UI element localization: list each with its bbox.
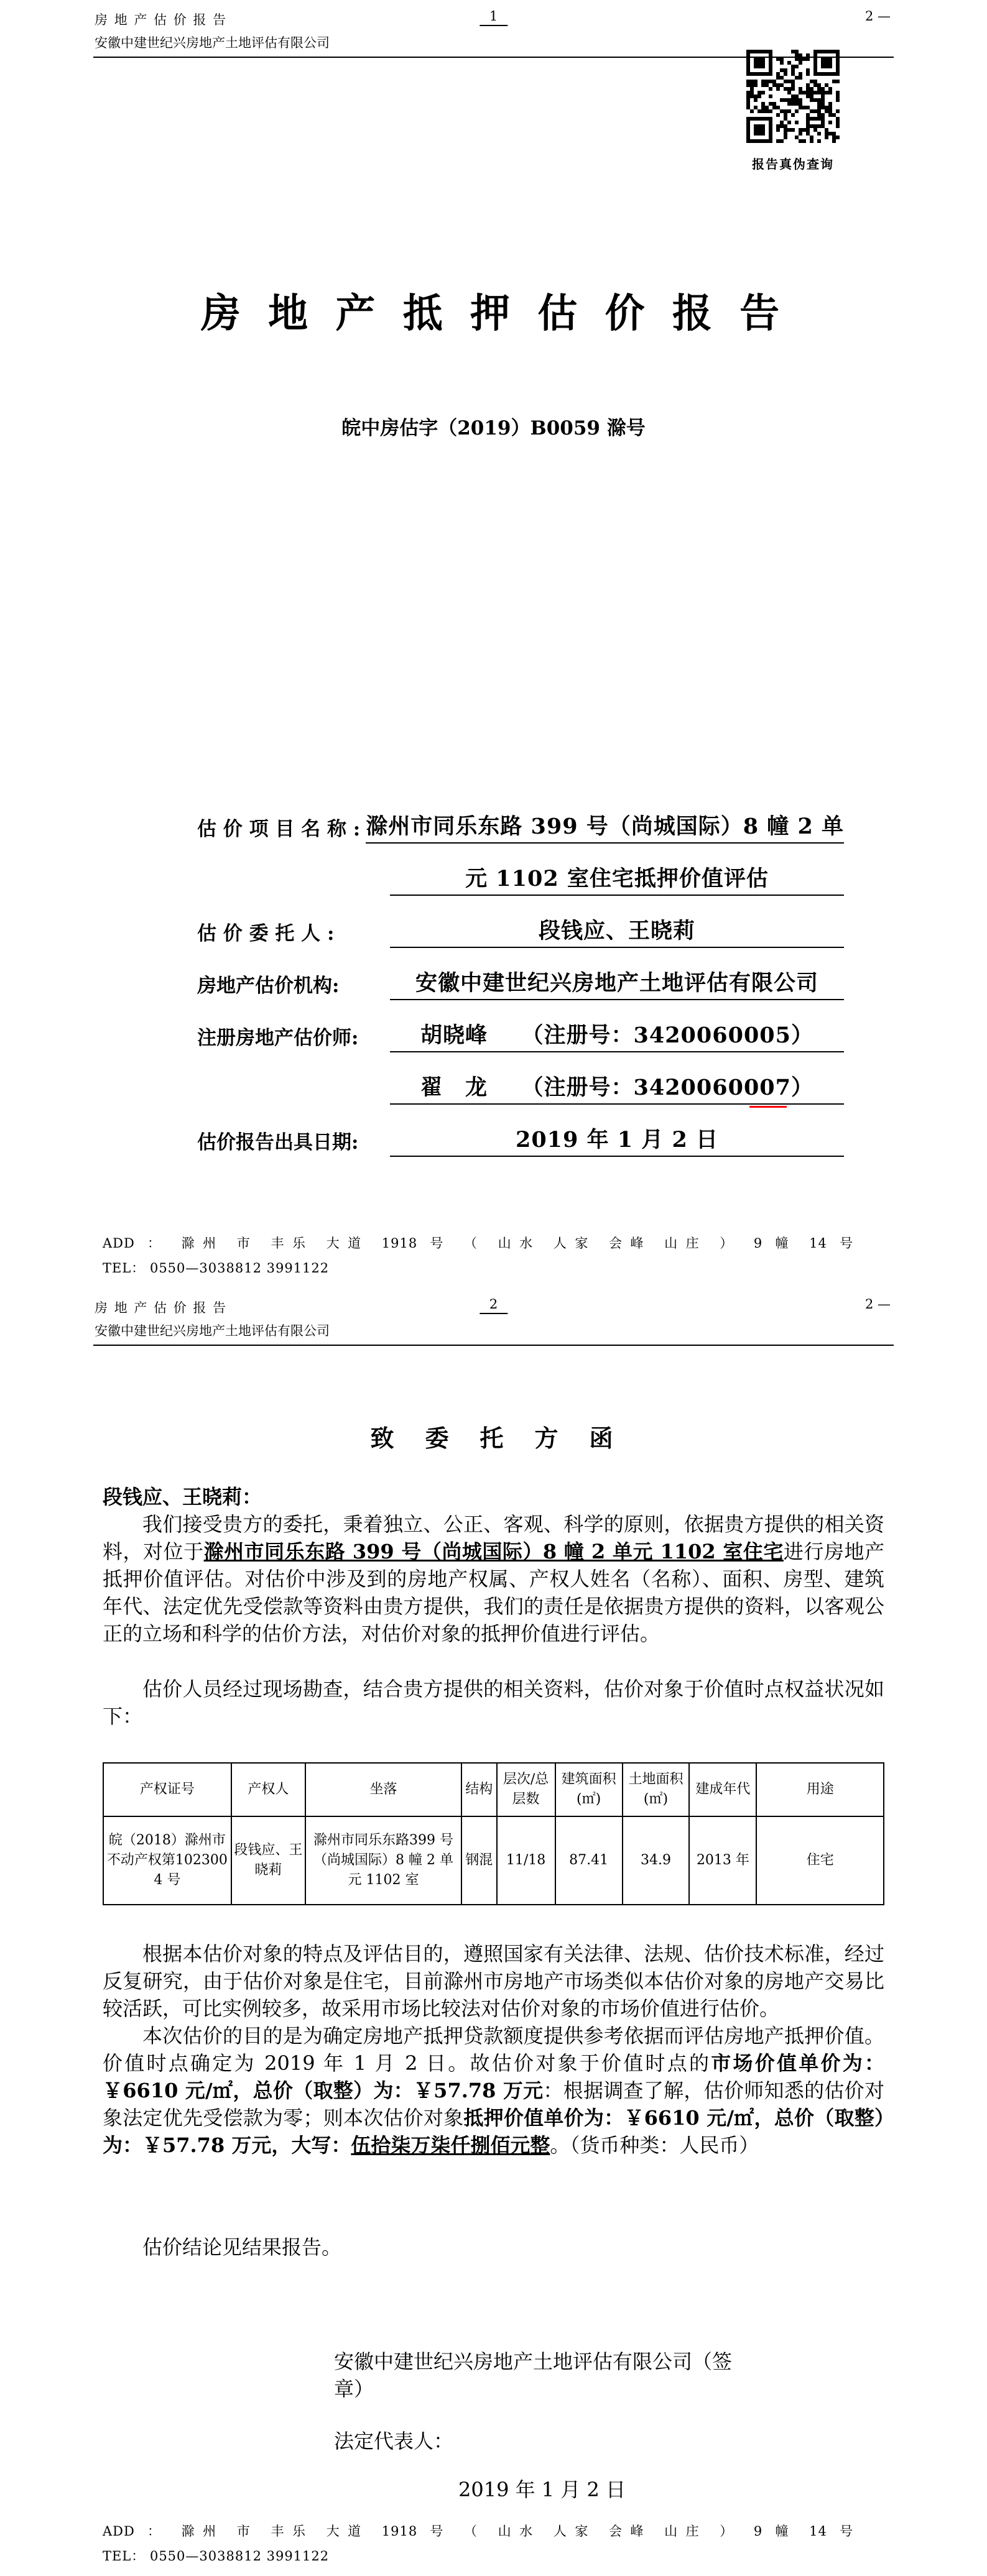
field-label: 注册房地产估价师: [197,1027,359,1049]
paragraph-commission [103,1511,884,1647]
field-client [197,896,844,948]
mortgage-value-emphasis: 抵押价值单价为：￥6610 元/㎡，总价（取整）为：￥57.78 万元，大写： [103,2106,884,2157]
field-appraiser-1 [197,1000,844,1052]
qr-caption: 报告真伪查询 [752,157,834,172]
cover-form [197,791,844,1157]
paragraph-valuation-result [103,2022,884,2159]
footer-telephone: TEL： 0550—3038812 3991122 [103,2549,330,2564]
field-issue-date [197,1105,844,1157]
signature-date: 2019 年 1 月 2 日 [458,2478,626,2501]
field-value: 2019 年 1 月 2 日 [390,1123,844,1157]
report-reference-number: 皖中房估字（2019）B0059 滁号 [341,417,646,439]
market-value-emphasis: 市场价值单价为：￥6610 元/㎡，总价（取整）为：￥57.78 万元 [103,2051,884,2102]
col-land-area: 土地面积(㎡) [623,1763,690,1816]
page2-running-footer [103,2521,853,2565]
letter-body [103,1483,884,2503]
cell-build-year: 2013 年 [689,1816,756,1905]
cell-owner: 段钱应、王晓莉 [231,1816,305,1905]
page2-running-header [0,1288,987,1340]
field-appraiser-2 [197,1052,844,1105]
col-building-area: 建筑面积(㎡) [555,1763,623,1816]
field-value: 段钱应、王晓莉 [390,914,844,948]
signature-legal-representative: 法定代表人： [334,2429,454,2453]
col-floor: 层次/总层数 [497,1763,555,1816]
qr-block [746,50,840,172]
cell-location: 滁州市同乐东路399 号（尚城国际）8 幢 2 单元 1102 室 [305,1816,461,1905]
col-certificate-no: 产权证号 [103,1763,231,1816]
text-run: 进行房地产抵押价值评估。对估价中涉及到的房地产权属、产权人姓名（名称）、面积、房型、建筑年代、法定优先受偿款等资料由贵方提供，我们的责任是依据贵方提供的资料，以客观公正的立场和科学的估价方法，对估价对象的抵押价值进行评估。 [103,1540,884,1645]
paragraph-method: 根据本估价对象的特点及评估目的，遵照国家有关法律、法规、估价技术标准，经过反复研究，由于估价对象是住宅，目前滁州市房地产市场类似本估价对象的房地产交易比较活跃，可比实例较多，故采用市场比较法对估价对象的市场价值进行估价。 [103,1942,884,2020]
page-number: 2 [480,1297,507,1314]
amount-in-words-emphasis: 伍拾柒万柒仟捌佰元整 [351,2133,550,2157]
field-label: 估 价 委 托 人 : [197,922,335,945]
col-owner: 产权人 [231,1763,305,1816]
header-company-name: 安徽中建世纪兴房地产土地评估有限公司 [95,1323,330,1338]
field-label: 估价报告出具日期: [197,1131,359,1154]
page-2 [0,1288,987,2576]
cell-floor: 11/18 [497,1816,555,1905]
qr-code-icon [746,50,840,143]
field-value: 滁州市同乐东路 399 号（尚城国际）8 幢 2 单 [366,809,844,844]
col-build-year: 建成年代 [689,1763,756,1816]
header-company-name: 安徽中建世纪兴房地产土地评估有限公司 [95,35,330,50]
header-report-title: 房 地 产 估 价 报 告 [95,12,228,27]
paragraph-conclusion: 估价结论见结果报告。 [142,2235,342,2259]
page1-running-header [0,0,987,52]
field-agency [197,948,844,1000]
col-structure: 结构 [461,1763,496,1816]
field-project-name-row2 [197,844,844,896]
cell-structure: 钢混 [461,1816,496,1905]
table-header-row [103,1763,884,1816]
text-run: ：根据调查了解，估价师知悉的估价对象法定优先受偿款为零；则本次估价对象 [103,2079,884,2130]
page-number: 1 [480,9,507,26]
salutation: 段钱应、王晓莉： [103,1485,262,1509]
footer-address: ADD ： 滁州 市 丰乐 大道 1918 号 （ 山水 人家 会峰 山庄 ） 9 幢 14 号 [103,2524,853,2539]
footer-address: ADD ： 滁州 市 丰乐 大道 1918 号 （ 山水 人家 会峰 山庄 ） 9 幢 14 号 [103,1236,853,1251]
text-run: 本次估价的目的是为确定房地产抵押贷款额度提供参考依据而评估房地产抵押价值。价值时点确定为 2019 年 1 月 2 日。故估价对象于价值时点的 [103,2024,884,2075]
header-center [480,9,507,26]
cell-usage: 住宅 [756,1816,884,1905]
cell-certificate-no: 皖（2018）滁州市不动产权第1023004 号 [103,1816,231,1905]
field-project-name-row1 [197,791,844,844]
footer-telephone: TEL： 0550—3038812 3991122 [103,1261,330,1276]
property-address-emphasis: 滁州市同乐东路 399 号（尚城国际）8 幢 2 单元 1102 室住宅 [203,1540,784,1563]
text-run: 我们接受贵方的委托，秉着独立、公正、客观、科学的原则，依据贵方提供的相关资料，对位于 [103,1512,884,1563]
col-location: 坐落 [305,1763,461,1816]
paragraph-inspection: 估价人员经过现场勘查，结合贵方提供的相关资料，估价对象于价值时点权益状况如下： [103,1677,884,1728]
cell-land-area: 34.9 [623,1816,690,1905]
letter-title: 致 委 托 方 函 [370,1424,617,1452]
property-table [103,1762,884,1905]
text-run: 。（货币种类：人民币） [550,2133,759,2157]
field-value: 胡晓峰 （注册号：3420060005） [390,1018,844,1052]
signature-block [306,2348,754,2503]
table-row [103,1816,884,1905]
page1-running-footer [103,1233,853,1277]
field-label: 房地产估价机构: [197,975,340,997]
cell-building-area: 87.41 [555,1816,623,1905]
field-value: 翟 龙 （注册号：3420060007） [390,1070,844,1105]
col-usage: 用途 [756,1763,884,1816]
header-page-total: 2 — [864,1297,891,1312]
header-page-total: 2 — [864,9,891,24]
field-label: 估 价 项 目 名 称 : [197,818,361,840]
header-report-title: 房 地 产 估 价 报 告 [95,1300,228,1315]
header-center [480,1297,507,1314]
header-rule [93,1345,894,1346]
field-value: 安徽中建世纪兴房地产土地评估有限公司 [390,966,844,1000]
field-value: 元 1102 室住宅抵押价值评估 [390,862,844,896]
report-title: 房 地 产 抵 押 估 价 报 告 [200,290,787,337]
signature-company: 安徽中建世纪兴房地产土地评估有限公司（签章） [334,2350,733,2401]
